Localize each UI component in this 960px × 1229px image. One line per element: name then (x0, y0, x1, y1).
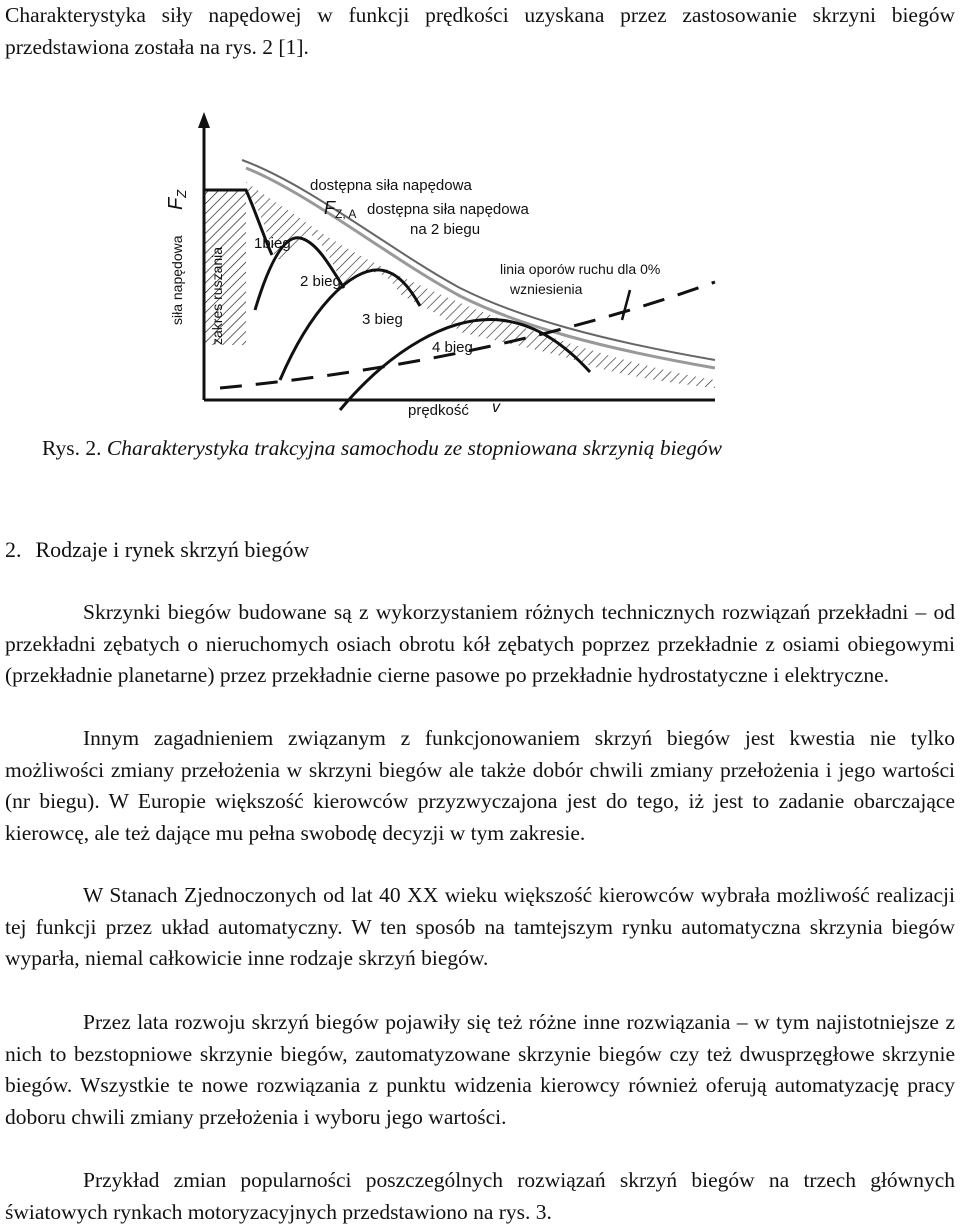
section-heading (5, 537, 309, 563)
figure-caption (42, 436, 722, 461)
paragraph-1: Skrzynki biegów budowane są z wykorzystaniem różnych technicznych rozwiązań przekładni – od przekładni zębatych o nieruchomych osiach obrotu kół zębatych poprzez przekładnie z osiami obiegowymi (przekładnie planetarne) przez przekładnie cierne pasowe po przekładnie hydrostatyczne i elektryczne. (5, 600, 955, 688)
paragraph-2: Innym zagadnieniem związanym z funkcjonowaniem skrzyń biegów jest kwestia nie tylko możliwości zmiany przełożenia w skrzyni biegów ale także dobór chwili zmiany przełożenia i jego wartości (nr biegu). W Europie większość kierowców przyzwyczajona jest do tego, iż jest to zadanie obarczające kierowcę, ale też dające mu pełna swobodę decyzji w tym zakresie. (5, 726, 955, 845)
gear1-label: 1bieg (254, 235, 291, 252)
gear2-label: 2 bieg (300, 273, 341, 290)
caption-label: Rys. 2. (42, 436, 102, 460)
label-gear2-force-2: na 2 biegu (410, 221, 481, 238)
side-label-force: siła napędowa (169, 235, 185, 325)
gear4-label: 4 bieg (432, 339, 473, 356)
traction-chart (160, 110, 720, 435)
gear3-label: 3 bieg (362, 311, 403, 328)
side-label-start: zakres ruszania (209, 246, 225, 345)
label-resistance-1: linia oporów ruchu dla 0% (500, 261, 661, 277)
traction-chart-figure (160, 110, 720, 435)
x-axis-label: prędkość (408, 402, 469, 419)
y-axis-arrow (198, 112, 210, 128)
section-number: 2. (5, 537, 22, 562)
paragraph-3: W Stanach Zjednoczonych od lat 40 XX wieku większość kierowców wybrała możliwość realizacji tej funkcji przez układ automatyczny. W ten sposób na tamtejszym rynku automatyczna skrzynia biegów wyparła, niemal całkowicie inne rodzaje skrzyń biegów. (5, 883, 955, 971)
y-axis-label: $F_Z$ (165, 189, 189, 210)
resistance-pointer (622, 290, 630, 320)
label-resistance-2: wzniesienia (510, 281, 583, 297)
section-title: Rodzaje i rynek skrzyń biegów (35, 537, 310, 562)
label-fza: $F_{Z, A}$ (324, 198, 357, 221)
label-max-force: dostępna siła napędowa (310, 177, 472, 194)
paragraph-5: Przykład zmian popularności poszczególnych rozwiązań skrzyń biegów na trzech głównych światowych rynkach motoryzacyjnych przedstawiono na rys. 3. (5, 1168, 955, 1224)
x-axis-symbol: v (492, 399, 500, 416)
label-gear2-force-1: dostępna siła napędowa (367, 201, 529, 218)
intro-paragraph: Charakterystyka siły napędowej w funkcji prędkości uzyskana przez zastosowanie skrzyni biegów przedstawiona została na rys. 2 [1]. (5, 3, 955, 59)
caption-text: Charakterystyka trakcyjna samochodu ze stopniowana skrzynią biegów (106, 436, 722, 460)
paragraph-4: Przez lata rozwoju skrzyń biegów pojawiły się też różne inne rozwiązania – w tym najistotniejsze z nich to bezstopniowe skrzynie biegów, zautomatyzowane skrzynie biegów czy też dwusprzęgłowe skrzynie biegów. Wszystkie te nowe rozwiązania z punktu widzenia kierowcy również oferują automatyzację pracy doboru chwili zmiany przełożenia i wyboru jego wartości. (5, 1010, 955, 1129)
